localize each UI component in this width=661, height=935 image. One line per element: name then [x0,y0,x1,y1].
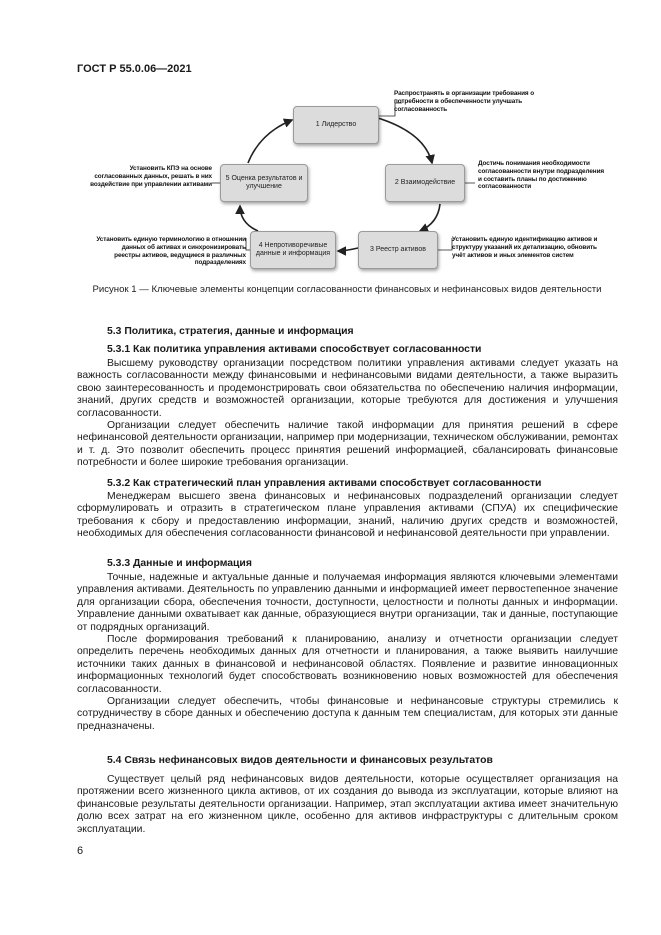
note-interaction: Достичь понимания необходимости согласованности внутри подразделения и составить планы по достижению согласованности [478,160,605,191]
node-label: 5 Оценка результатов и улучшение [225,175,303,190]
section-5-3-3-title: 5.3.3 Данные и информация [107,558,252,569]
paragraph: Высшему руководству организации посредством политики управления активами следует указать на важность согласованности между финансовыми и нефинансовыми видами деятельности, а также выразить свою заинтересованность и продемонстрировать свои обязательства по обеспечению наличия информации, знаний, других средств и возможностей организации, которые требуются для достижения и улучшения согласованности. [77,358,618,419]
node-label: 3 Реестр активов [370,246,426,253]
section-5-3-1-body [77,358,618,470]
paragraph: Существует целый ряд нефинансовых видов деятельности, которые осуществляет организация на протяжении всего жизненного цикла активов, от их создания до вывода из эксплуатации, которые влияют на финансовые результаты деятельности организации. Например, этап эксплуатации актива имеет значительную долю всех затрат на его жизненном цикле, особенно для активов инфраструктуры с длительным сроком эксплуатации. [77,774,618,835]
node-label: 2 Взаимодействие [394,179,456,186]
node-evaluation [220,164,308,202]
section-5-3-2-body [77,491,618,541]
note-consistent-data: Установить единую терминологию в отношении данных об активах и синхронизировать реестры активов, ведущиеся в различных подразделениях [96,236,246,267]
note-evaluation: Установить КПЭ на основе согласованных данных, решать в них воздействие при управлении активами [90,165,212,188]
arrow-1-2 [378,118,432,163]
figure-caption: Рисунок 1 — Ключевые элементы концепции согласованности финансовых и нефинансовых видов деятельности [92,284,602,295]
paragraph: Менеджерам высшего звена финансовых и нефинансовых подразделений организации следует сформулировать и отразить в стратегическом плане управления активами (СПУА) их специфические требования к сбору и предоставлению информации, знаний, наличию других средств и возможностей, необходимых для обеспечения согласованности финансовой и нефинансовой деятельности при управлении. [77,491,618,540]
section-5-4-body [77,774,618,836]
node-label: 1 Лидерство [315,121,357,128]
paragraph: Организации следует обеспечить наличие такой информации для принятия решений в сфере нефинансовой деятельности организации, например при модернизации, техническом обслуживании, ремонтах и т. д. Это позволит обеспечить процесс принятия решений информацией, сбалансировать финансовые потребности и более широкие требования организации. [77,420,618,469]
arrow-3-4 [338,248,358,251]
node-consistent-data [250,231,336,269]
section-5-4-title: 5.4 Связь нефинансовых видов деятельности и финансовых результатов [107,755,493,766]
node-leadership [293,106,379,144]
document-header: ГОСТ Р 55.0.06—2021 [77,63,192,75]
arrow-5-1 [248,120,292,163]
note-leadership: Распространять в организации требования о потребности в обеспеченности улучшать согласованность [394,90,535,113]
concept-diagram [80,88,620,278]
section-5-3-3-body [77,572,618,733]
node-label: 4 Непротиворечивые данные и информация [255,242,331,257]
note-asset-register: Установить единую идентификацию активов и структуру указаний их детализацию, обновить учёт активов и иных элементов систем [452,236,598,259]
paragraph: Организации следует обеспечить, чтобы финансовые и нефинансовые структуры стремились к сотрудничеству в сборе данных и обеспечению доступа к данным тем специалистам, для которых эти данные предназначены. [77,696,618,732]
section-5-3-1-title: 5.3.1 Как политика управления активами способствует согласованности [107,344,482,355]
node-interaction [385,164,465,202]
section-5-3-2-title: 5.3.2 Как стратегический план управления активами способствует согласованности [107,478,542,489]
page-number: 6 [77,845,84,857]
paragraph: Точные, надежные и актуальные данные и получаемая информация являются ключевыми элементами управления активами. Деятельность по управлению данными и информацией имеет первостепенное значение для организации сбора, обеспечения точности, доступности, целостности и полноты данных и информации. Управление данными охватывает как данные, образующиеся внутри организации, так и данные, поступающие от подрядных организаций. [77,572,618,633]
section-5-3-title: 5.3 Политика, стратегия, данные и информация [107,326,354,337]
arrow-4-5 [240,206,258,231]
paragraph: После формирования требований к планированию, анализу и отчетности организации следует определить перечень необходимых данных для отчетности и планирования, а также выявить наилучшие источники таких данных в финансовой и нефинансовой областях. Появление и развитие инновационных информационных технологий будет способствовать возникновению новых возможностей для обеспечения согласованности. [77,634,618,695]
arrow-2-3 [420,204,440,231]
node-asset-register [358,231,438,269]
